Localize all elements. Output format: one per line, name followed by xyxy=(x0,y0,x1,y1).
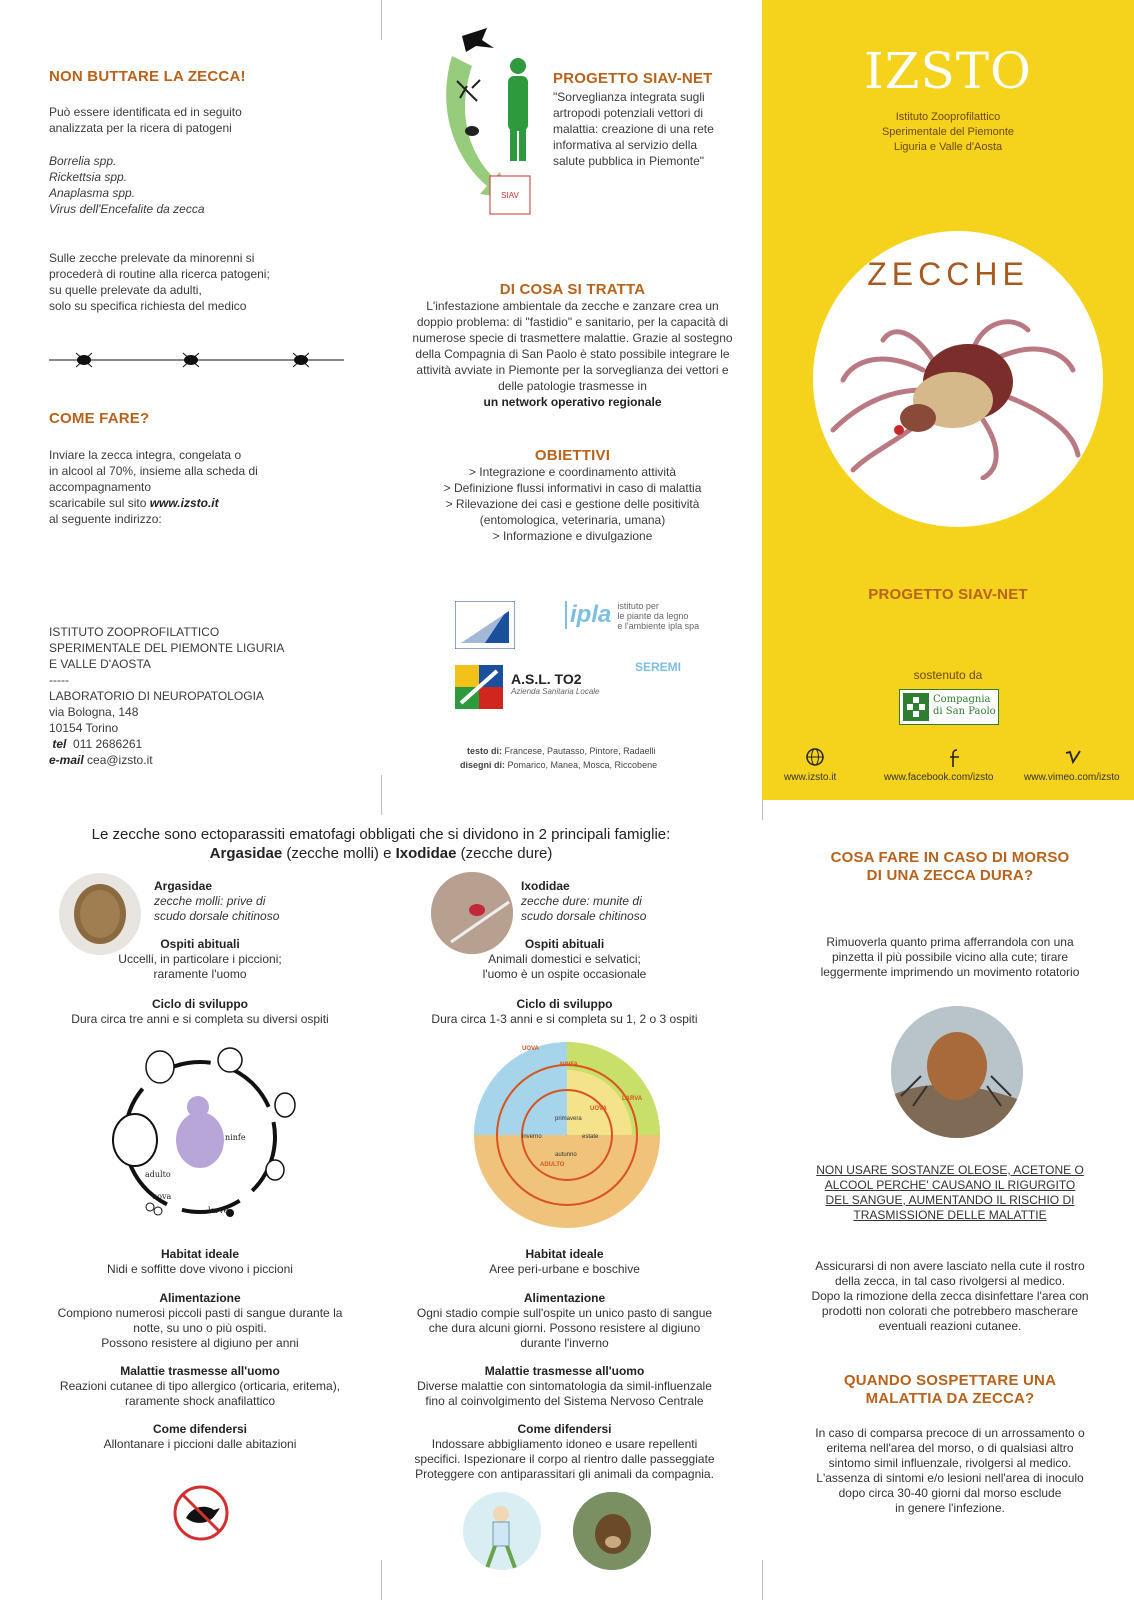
svg-text:ninfe: ninfe xyxy=(225,1133,246,1142)
facebook-icon xyxy=(948,748,962,768)
sponsor-logo: Compagnia di San Paolo xyxy=(899,689,999,725)
svg-text:UOVA: UOVA xyxy=(522,1046,539,1052)
goals-list: > Integrazione e coordinamento attività > Definizione flussi informativi in caso di malattia > Rilevazione dei casi e gestione delle positività (entomologica, veterinaria, umana) > Informazione e divulgazione xyxy=(443,465,702,543)
tick-icon xyxy=(180,353,202,367)
argasidae-food: Alimentazione Compiono numerosi piccoli pasti di sangue durante la notte, su uno o più ospiti. Possono resistere al digiuno per anni xyxy=(57,1291,343,1350)
fold-mark xyxy=(381,1560,382,1600)
svg-text:estate: estate xyxy=(582,1134,599,1140)
cover-project: PROGETTO SIAV-NET xyxy=(868,586,1028,603)
no-pigeon-icon xyxy=(172,1484,230,1542)
paragraph-identify: Può essere identificata ed in seguito analizzata per la ricera di patogeni xyxy=(49,105,242,135)
ixodidae-food: Alimentazione Ogni stadio compie sull'ospite un unico pasto di sangue che dura alcuni giorni. Possono resistere al digiuno durante l'inverno xyxy=(416,1291,713,1350)
paragraph-after-removal: Assicurarsi di non avere lasciato nella cute il rostro della zecca, in tal caso rivolgersi al medico. Dopo la rimozione della zecca disinfettare l'area con prodotti non colorati che potrebbero mascherare eventuali reazioni cutanee. xyxy=(811,1259,1089,1333)
svg-text:SIAV: SIAV xyxy=(501,191,519,200)
fold-mark xyxy=(381,775,382,815)
argasidae-life-cycle-diagram xyxy=(90,1045,310,1230)
warning-text: NON USARE SOSTANZE OLEOSE, ACETONE O ALCOOL PERCHE' CAUSANO IL RIGURGITO DEL SANGUE, AUMENTANDO IL RISCHIO DI TRASMISSIONE DELLE MALATTIE xyxy=(816,1163,1084,1222)
paragraph-what: L'infestazione ambientale da zecche e zanzare crea un doppio problema: di "fastidio" e sanitario, per la capacità di numerose specie di trasmettere malattie. Grazie al sostegno della Compagnia di San Paolo è stato possibile integrare le attività avviate in Piemonte per la sorveglianza dei vettori e delle patologie trasmesse in un network operativo regionale xyxy=(412,299,733,409)
person-icon xyxy=(508,58,528,161)
intro-line-2: Argasidae (zecche molli) e Ixodidae (zecche dure) xyxy=(209,845,553,862)
link-vimeo[interactable]: www.vimeo.com/izsto xyxy=(1024,772,1120,783)
svg-text:inverno: inverno xyxy=(522,1134,542,1140)
izs-logo xyxy=(455,601,515,649)
tick-divider xyxy=(49,348,344,372)
svg-text:larve: larve xyxy=(208,1206,229,1215)
dog-photo xyxy=(573,1492,651,1570)
izsto-logo: IZSTO xyxy=(863,42,1033,100)
fold-mark xyxy=(762,1560,763,1600)
ixodidae-cycle: Ciclo di sviluppo Dura circa 1-3 anni e si completa su 1, 2 o 3 ospiti xyxy=(431,997,698,1026)
asl-mark xyxy=(455,665,503,709)
argasidae-heading: Argasidae zecche molli: prive di scudo dorsale chitinoso xyxy=(154,879,280,923)
email-link[interactable]: cea@izsto.it xyxy=(87,753,153,767)
section-title-dont-throw: NON BUTTARE LA ZECCA! xyxy=(49,68,246,85)
section-title-bite: COSA FARE IN CASO DI MORSO DI UNA ZECCA DURA? xyxy=(830,849,1070,884)
site-link[interactable]: www.izsto.it xyxy=(149,496,219,510)
argasidae-defense: Come difendersi Allontanare i piccioni dalle abitazioni xyxy=(103,1422,297,1451)
asl-logo: A.S.L. TO2 Azienda Sanitaria Locale xyxy=(455,665,600,709)
bird-icon xyxy=(462,28,494,52)
section-title-goals: OBIETTIVI xyxy=(534,447,611,464)
section-title-what: DI COSA SI TRATTA xyxy=(499,281,646,298)
svg-text:primavera: primavera xyxy=(555,1116,582,1122)
link-facebook[interactable]: www.facebook.com/izsto xyxy=(884,772,994,783)
pathogen-list: Borrelia spp. Rickettsia spp. Anaplasma spp. Virus dell'Encefalite da zecca xyxy=(49,154,205,216)
svg-text:uova: uova xyxy=(152,1192,172,1201)
sponsor-label: sostenuto da xyxy=(913,668,983,682)
tick-bite-photo xyxy=(891,1006,1023,1138)
tick-illustration xyxy=(823,310,1093,480)
intro-line-1: Le zecche sono ectoparassiti ematofagi obbligati che si dividono in 2 principali famiglie: xyxy=(91,826,671,843)
argasidae-diseases: Malattie trasmesse all'uomo Reazioni cutanee di tipo allergico (orticaria, eritema), raramente shock anafilattico xyxy=(59,1364,341,1408)
paragraph-how-to: Inviare la zecca integra, congelata o in alcool al 70%, insieme alla scheda di accompagnamento scaricabile sul sito www.izsto.it al seguente indirizzo: xyxy=(49,448,258,526)
ixodidae-diseases: Malattie trasmesse all'uomo Diverse malattie con sintomatologia da simil-influenzale fino al coinvolgimento del Sistema Nervoso Centrale xyxy=(417,1364,712,1408)
social-links xyxy=(762,745,1134,795)
ixodidae-defense: Come difendersi Indossare abbigliamento idoneo e usare repellenti specifici. Ispezionare il corpo al rientro dalle passeggiate Proteggere con antiparassitari gli animali da compagnia. xyxy=(414,1422,715,1481)
fold-mark xyxy=(762,800,763,820)
section-title-suspect: QUANDO SOSPETTARE UNA MALATTIA DA ZECCA? xyxy=(843,1372,1057,1407)
svg-text:UOVA: UOVA xyxy=(590,1106,607,1112)
section-title-how-to: COME FARE? xyxy=(49,410,150,427)
paragraph-suspect: In caso di comparsa precoce di un arrossamento o eritema nell'area del morso, o di qualsiasi altro sintomo simil influenzale, rivolgersi al medico. L'assenza di sintomi e/o lesioni nell'area di inoculo dopo circa 30-40 giorni dal morso esclude in genere l'infezione. xyxy=(815,1426,1085,1515)
paragraph-removal: Rimuoverla quanto prima afferrandola con una pinzetta il più possibile vicino alla cute; tirare leggermente imprimendo un movimento rotatorio xyxy=(820,935,1080,979)
ixodidae-hosts: Ospiti abituali Animali domestici e selvatici; l'uomo è un ospite occasionale xyxy=(482,937,647,981)
globe-icon xyxy=(806,748,824,766)
ixodidae-heading: Ixodidae zecche dure: munite di scudo dorsale chitinoso xyxy=(521,879,647,923)
argasidae-hosts: Ospiti abituali Uccelli, in particolare i piccioni; raramente l'uomo xyxy=(118,937,282,981)
credits: testo di: Francese, Pautasso, Pintore, Radaelli disegni di: Pomarico, Manea, Mosca, Riccobene xyxy=(460,746,658,770)
argasidae-habitat: Habitat ideale Nidi e soffitte dove vivono i piccioni xyxy=(107,1247,293,1276)
ipla-logo: ipla istituto per le piante da legno e l'ambiente ipla spa xyxy=(565,601,699,631)
phone-number[interactable]: 011 2686261 xyxy=(73,737,143,751)
vimeo-icon xyxy=(1064,749,1082,765)
tick-icon xyxy=(290,353,312,367)
tick-icon xyxy=(465,126,479,136)
svg-text:autunno: autunno xyxy=(555,1152,577,1158)
cover-title: ZECCHE xyxy=(867,256,1029,292)
institute-name: Istituto Zooprofilattico Sperimentale del Piemonte Liguria e Valle d'Aosta xyxy=(881,111,1015,153)
hiker-illustration xyxy=(463,1492,541,1570)
siav-vector-illustration xyxy=(432,26,542,216)
seremi-logo: SEREMI xyxy=(635,660,682,674)
svg-text:ADULTO: ADULTO xyxy=(540,1162,565,1168)
svg-text:LARVA: LARVA xyxy=(622,1096,643,1102)
svg-text:adulto: adulto xyxy=(145,1170,171,1179)
address-block: ISTITUTO ZOOPROFILATTICO SPERIMENTALE DEL PIEMONTE LIGURIA E VALLE D'AOSTA ----- LABORATORIO DI NEUROPATOLOGIA via Bologna, 148 10154 Torino tel 011 2686261 e-mail cea@izsto.it xyxy=(49,625,285,767)
project-quote: "Sorveglianza integrata sugli artropodi potenziali vettori di malattia: creazione di una rete informativa al servizio della salute pubblica in Piemonte" xyxy=(553,90,714,168)
link-website[interactable]: www.izsto.it xyxy=(784,772,837,783)
ixodidae-life-cycle-diagram xyxy=(472,1040,662,1230)
argasidae-cycle: Ciclo di sviluppo Dura circa tre anni e si completa su diversi ospiti xyxy=(71,997,329,1026)
section-title-project: PROGETTO SIAV-NET xyxy=(553,70,713,87)
fold-mark xyxy=(381,0,382,40)
tick-icon xyxy=(73,353,95,367)
ixodidae-habitat: Habitat ideale Aree peri-urbane e boschive xyxy=(489,1247,640,1276)
sponsor-mark xyxy=(903,693,929,721)
paragraph-minors: Sulle zecche prelevate da minorenni si procederà di routine alla ricerca patogeni; su quelle prelevate da adulti, solo su specifica richiesta del medico xyxy=(49,251,270,313)
svg-text:NINFA: NINFA xyxy=(560,1062,578,1068)
pigeon-icon xyxy=(176,1096,224,1168)
